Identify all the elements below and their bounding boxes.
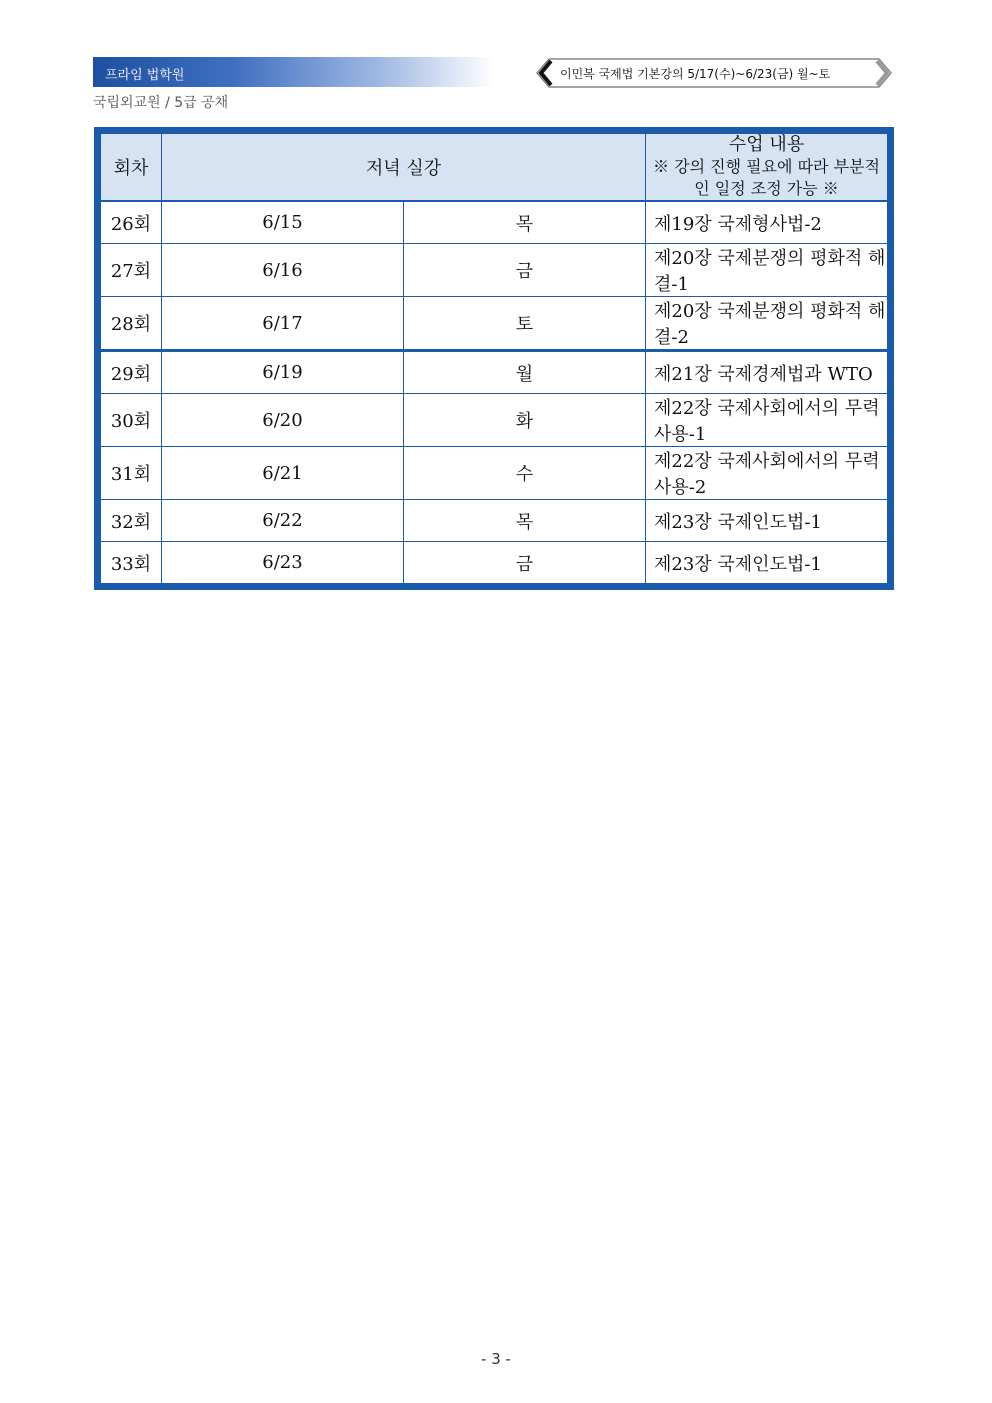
table-row — [101, 297, 888, 351]
header-right-banner — [535, 57, 895, 89]
row-day: 목 — [404, 202, 646, 244]
table-row — [101, 244, 888, 297]
row-day: 목 — [404, 500, 646, 542]
row-date: 6/23 — [162, 542, 404, 584]
academy-name: 프라임 법학원 — [105, 68, 185, 83]
table-header-row — [101, 134, 888, 201]
row-date: 6/16 — [162, 244, 404, 297]
row-content: 제23장 국제인도법-1 — [646, 500, 888, 542]
header-left-banner — [93, 57, 493, 87]
table-row — [101, 394, 888, 447]
table-row — [101, 542, 888, 584]
row-date: 6/15 — [162, 202, 404, 244]
row-date: 6/20 — [162, 394, 404, 447]
row-session: 30회 — [101, 394, 162, 447]
schedule-table — [100, 133, 888, 584]
schedule-table-frame — [94, 127, 894, 590]
page-number: - 3 - — [481, 1350, 511, 1368]
row-content: 제21장 국제경제법과 WTO — [646, 351, 888, 394]
row-content: 제19장 국제형사법-2 — [646, 202, 888, 244]
table-row — [101, 500, 888, 542]
table-row — [101, 202, 888, 244]
course-info: 이민복 국제법 기본강의 5/17(수)~6/23(금) 월~토 — [560, 67, 831, 81]
row-session: 27회 — [101, 244, 162, 297]
header-content — [646, 134, 888, 201]
row-day: 월 — [404, 351, 646, 394]
row-content: 제22장 국제사회에서의 무력사용-1 — [646, 394, 888, 447]
row-content: 제23장 국제인도법-1 — [646, 542, 888, 584]
header-content-note: ※ 강의 진행 필요에 따라 부분적인 일정 조정 가능 ※ — [653, 157, 880, 198]
row-session: 28회 — [101, 297, 162, 351]
exam-category: 국립외교원 / 5급 공채 — [93, 95, 229, 111]
row-content: 제22장 국제사회에서의 무력사용-2 — [646, 447, 888, 500]
row-session: 32회 — [101, 500, 162, 542]
row-day: 금 — [404, 244, 646, 297]
row-session: 31회 — [101, 447, 162, 500]
row-content: 제20장 국제분쟁의 평화적 해결-1 — [646, 244, 888, 297]
row-session: 29회 — [101, 351, 162, 394]
row-session: 33회 — [101, 542, 162, 584]
table-row — [101, 447, 888, 500]
row-date: 6/21 — [162, 447, 404, 500]
row-date: 6/22 — [162, 500, 404, 542]
row-day: 수 — [404, 447, 646, 500]
row-day: 금 — [404, 542, 646, 584]
header-schedule: 저녁 실강 — [162, 134, 646, 201]
row-day: 토 — [404, 297, 646, 351]
header-session: 회차 — [101, 134, 162, 201]
row-content: 제20장 국제분쟁의 평화적 해결-2 — [646, 297, 888, 351]
table-row — [101, 351, 888, 394]
row-date: 6/17 — [162, 297, 404, 351]
header-content-title: 수업 내용 — [728, 134, 805, 155]
row-session: 26회 — [101, 202, 162, 244]
row-day: 화 — [404, 394, 646, 447]
row-date: 6/19 — [162, 351, 404, 394]
